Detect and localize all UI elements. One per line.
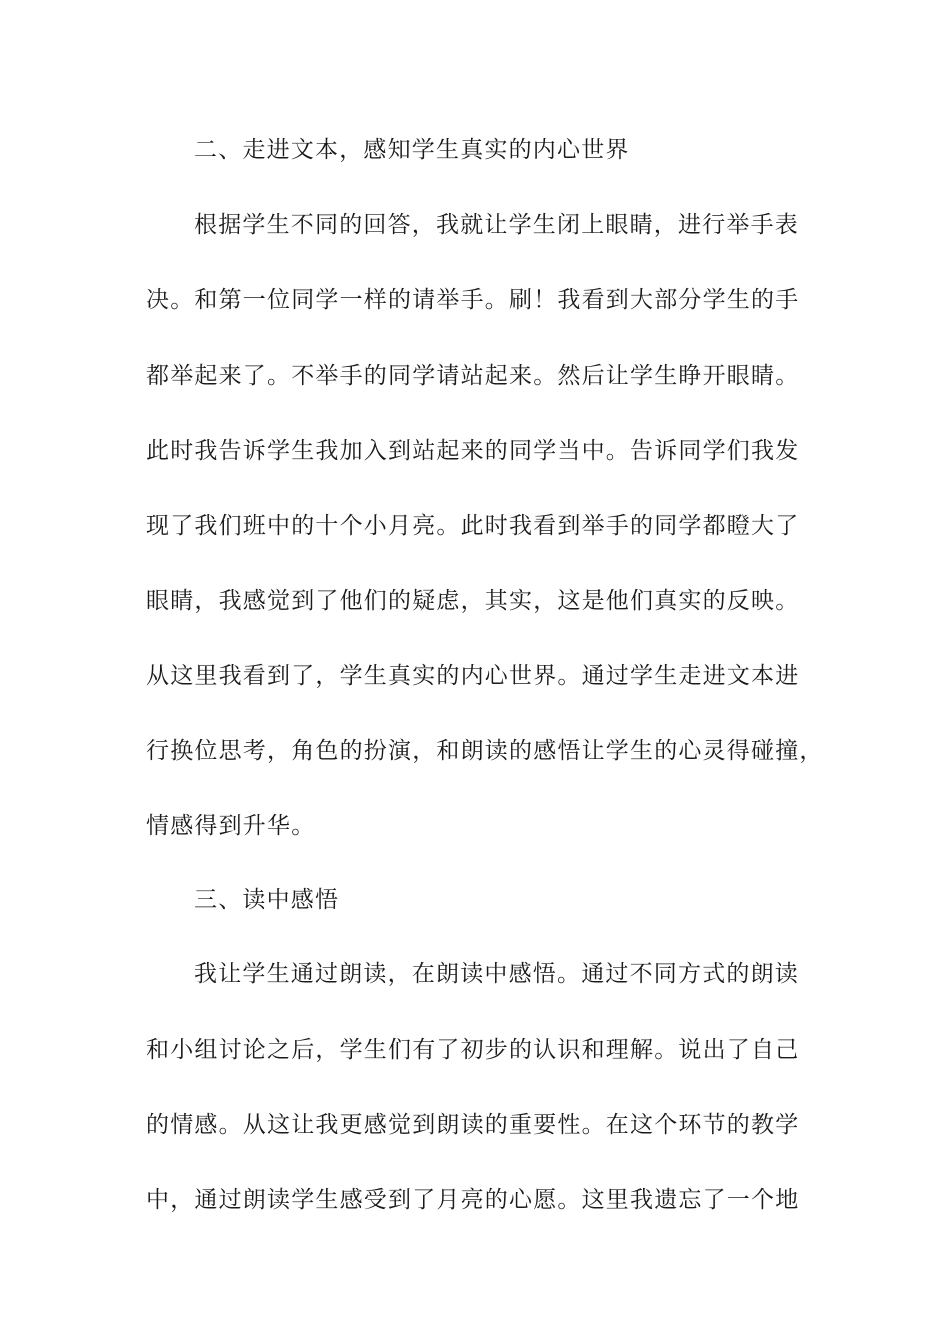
section-heading-2: 二、走进文本，感知学生真实的内心世界	[194, 137, 630, 163]
paragraph-line: 中，通过朗读学生感受到了月亮的心愿。这里我遗忘了一个地	[146, 1187, 800, 1213]
paragraph-line: 和小组讨论之后，学生们有了初步的认识和理解。说出了自己	[146, 1037, 800, 1063]
paragraph-line: 我让学生通过朗读，在朗读中感悟。通过不同方式的朗读	[194, 961, 799, 987]
paragraph-line: 都举起来了。不举手的同学请站起来。然后让学生睁开眼睛。	[146, 363, 800, 389]
paragraph-line: 现了我们班中的十个小月亮。此时我看到举手的同学都瞪大了	[146, 513, 800, 539]
paragraph-line: 眼睛，我感觉到了他们的疑虑，其实，这是他们真实的反映。	[146, 588, 800, 614]
paragraph-line: 决。和第一位同学一样的请举手。刷！我看到大部分学生的手	[146, 287, 800, 313]
paragraph-line: 的情感。从这让我更感觉到朗读的重要性。在这个环节的教学	[146, 1112, 800, 1138]
paragraph-line: 行换位思考，角色的扮演，和朗读的感悟让学生的心灵得碰撞，	[146, 738, 824, 764]
paragraph-line: 根据学生不同的回答，我就让学生闭上眼睛，进行举手表	[194, 212, 799, 238]
paragraph-line: 此时我告诉学生我加入到站起来的同学当中。告诉同学们我发	[146, 438, 800, 464]
section-heading-3: 三、读中感悟	[194, 887, 340, 913]
paragraph-line: 情感得到升华。	[146, 813, 316, 839]
paragraph-line: 从这里我看到了，学生真实的内心世界。通过学生走进文本进	[146, 663, 800, 689]
